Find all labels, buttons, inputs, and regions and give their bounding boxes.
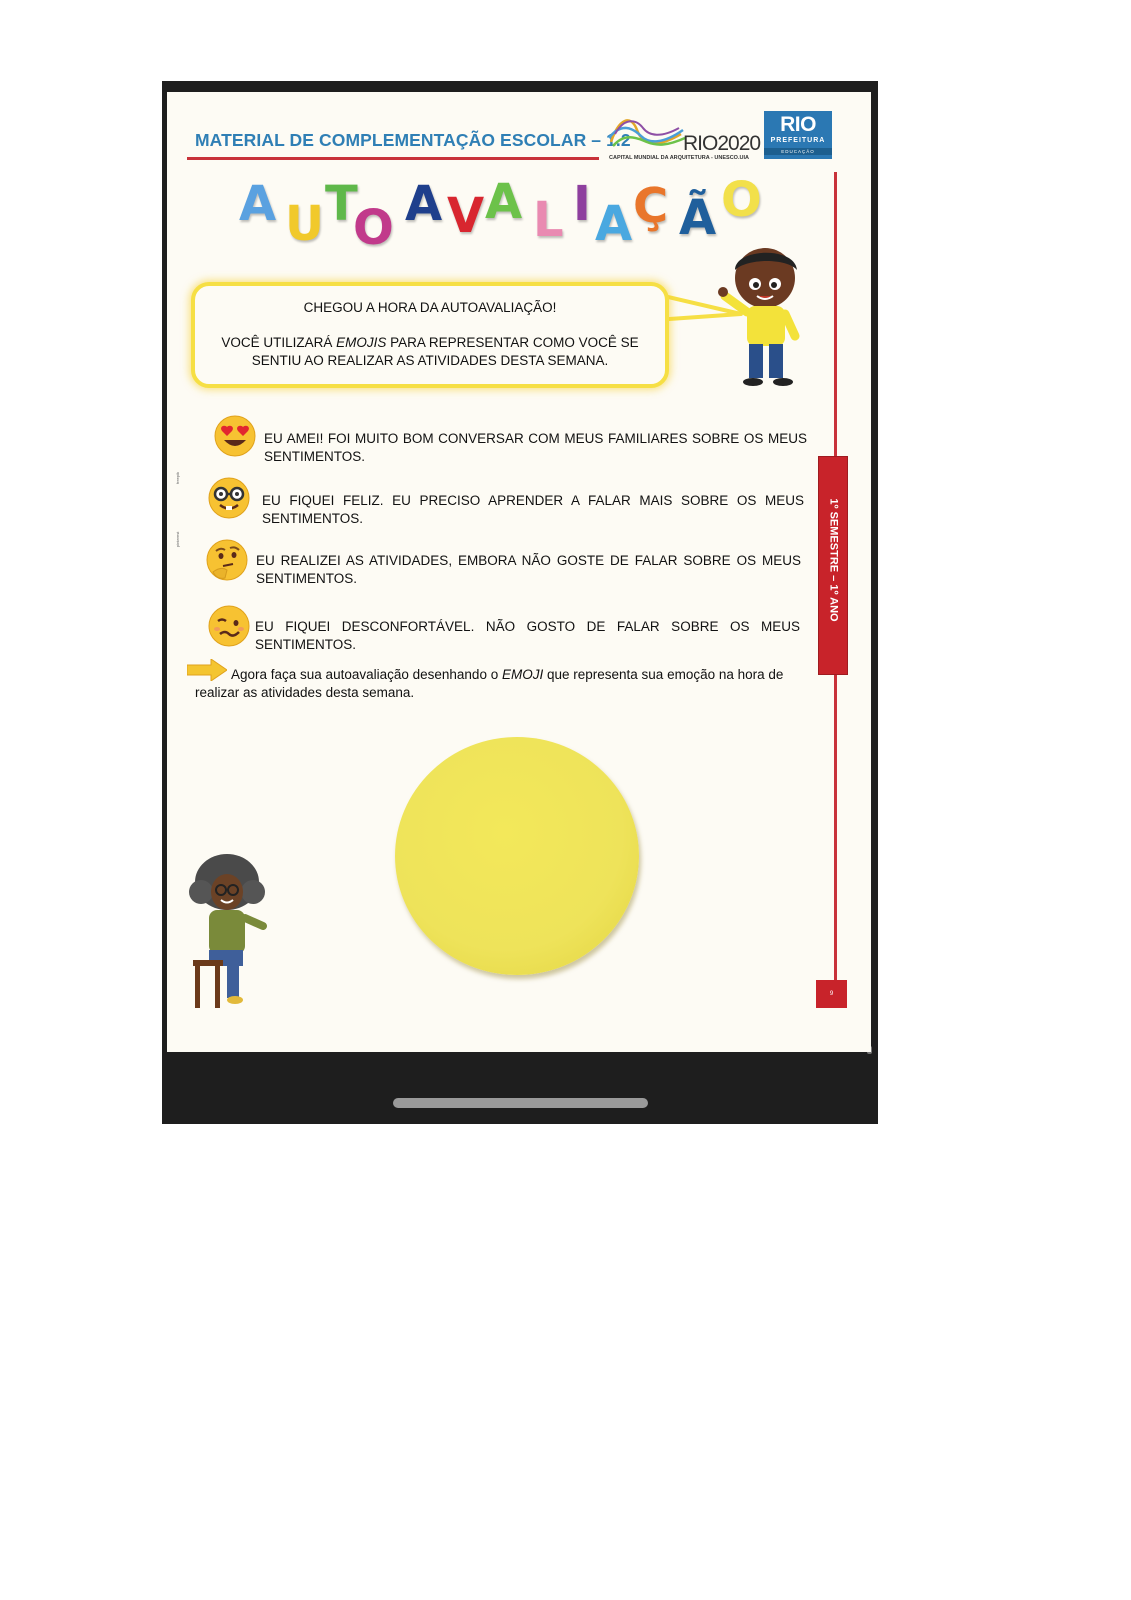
semester-label: 1º SEMESTRE – 1º ANO: [827, 498, 840, 622]
boy-character-illustration: [717, 240, 817, 390]
emoji-drawing-circle[interactable]: [395, 737, 639, 975]
title-letter: Ã: [679, 190, 717, 246]
home-indicator-bar[interactable]: [393, 1098, 648, 1108]
title-letter: A: [239, 176, 277, 232]
title-letter: Ç: [633, 178, 669, 234]
bubble-body-emphasis: EMOJIS: [336, 335, 387, 350]
worksheet-page: [167, 92, 871, 1052]
bubble-body-start: VOCÊ UTILIZARÁ: [221, 335, 337, 350]
title-letter: A: [595, 196, 633, 252]
woozy-emoji-icon: [207, 604, 251, 648]
prefeitura-educacao: EDUCAÇÃO: [764, 148, 832, 155]
option-text-loved: EU AMEI! FOI MUITO BOM CONVERSAR COM MEUS FAMILIARES SOBRE OS MEUS SENTIMENTOS.: [264, 431, 807, 464]
header-underline: [187, 157, 599, 160]
rio2020-subtitle: CAPITAL MUNDIAL DA ARQUITETURA - UNESCO.UIA: [609, 155, 749, 161]
title-letter: V: [447, 188, 485, 244]
nerd-emoji-icon: [207, 476, 251, 520]
thinking-emoji-icon: [205, 538, 249, 582]
side-note-freepik: freepik: [175, 471, 180, 484]
prefeitura-rio-text: RIO: [780, 113, 816, 136]
instruction-end: que representa sua emoção na hora de realizar as atividades desta semana.: [195, 667, 784, 700]
title-letter: A: [405, 176, 443, 232]
side-note-pinterest: pinterest: [175, 531, 180, 547]
teacher-character-illustration: [179, 852, 269, 1012]
prefeitura-label: PREFEITURA: [770, 137, 826, 144]
prefeitura-logo: [764, 111, 832, 159]
instruction-emphasis: EMOJI: [501, 667, 544, 682]
title-letter: U: [285, 196, 324, 252]
bubble-body-end: PARA REPRESENTAR COMO VOCÊ SE SENTIU AO REALIZAR AS ATIVIDADES DESTA SEMANA.: [251, 335, 639, 368]
instruction-text: [195, 666, 805, 702]
title-letter: L: [533, 192, 564, 248]
rio2020-logo: [607, 108, 761, 166]
instruction-start: Agora faça sua autoavaliação desenhando o: [231, 667, 502, 682]
heart-eyes-emoji-icon: [213, 414, 257, 458]
bubble-title: CHEGOU A HORA DA AUTOAVALIAÇÃO!: [303, 300, 557, 315]
title-letter: O: [721, 172, 762, 228]
semester-tab: [819, 457, 847, 674]
page-number: 9: [816, 980, 847, 1008]
rio2020-wordmark: RIO2020: [683, 132, 761, 155]
title-letter: A: [485, 174, 523, 230]
title-letter: I: [573, 176, 591, 232]
option-text-happy: EU FIQUEI FELIZ. EU PRECISO APRENDER A FALAR MAIS SOBRE OS MEUS SENTIMENTOS.: [262, 493, 804, 526]
bubble-body: [195, 334, 665, 370]
speech-bubble: [191, 282, 669, 388]
option-text-did-activities: EU REALIZEI AS ATIVIDADES, EMBORA NÃO GOSTE DE FALAR SOBRE OS MEUS SENTIMENTOS.: [256, 553, 801, 586]
title-letter: T: [325, 176, 358, 232]
option-text-uncomfortable: EU FIQUEI DESCONFORTÁVEL. NÃO GOSTO DE FALAR SOBRE OS MEUS SENTIMENTOS.: [255, 619, 800, 652]
rio2020-waves-icon: [607, 108, 687, 156]
title-letter: O: [353, 200, 394, 256]
header-title: MATERIAL DE COMPLEMENTAÇÃO ESCOLAR – 1.2: [195, 130, 631, 150]
